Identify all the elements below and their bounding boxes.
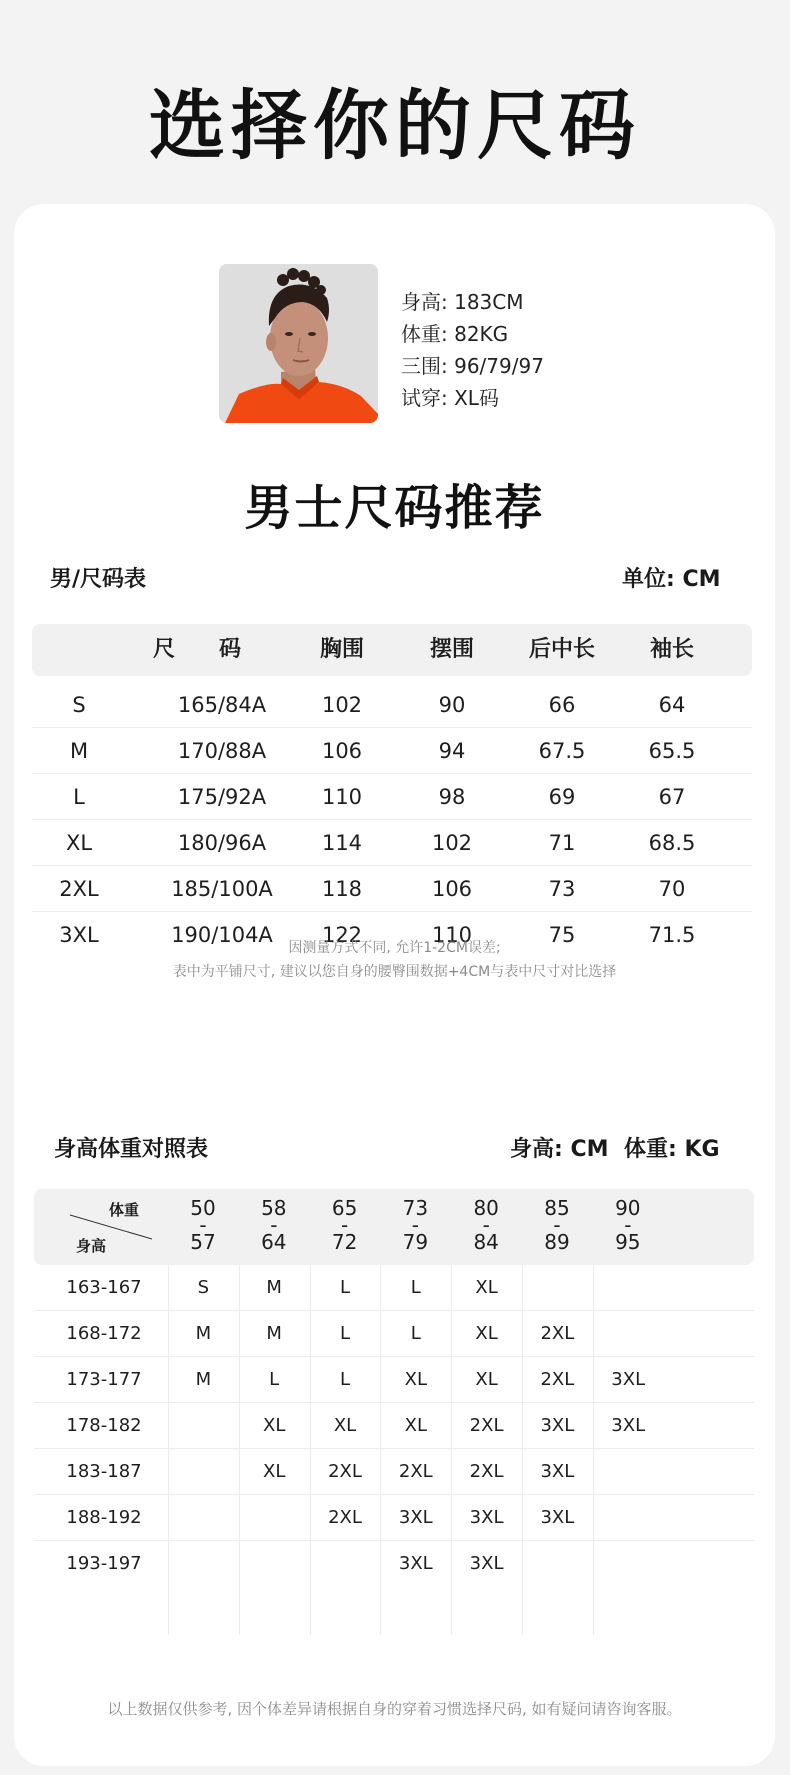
recommended-size-cell: S — [197, 1277, 210, 1298]
recommended-size-cell — [168, 1449, 239, 1495]
recommended-size-cell: 3XL — [398, 1507, 433, 1528]
size-table-cell: 68.5 — [648, 831, 696, 855]
size-table-cell: 75 — [548, 923, 576, 947]
recommended-size-cell: 3XL — [611, 1415, 646, 1436]
size-table-cell: 69 — [548, 785, 576, 809]
weight-range-to: 95 — [615, 1230, 641, 1254]
recommended-size-cell: 3XL — [469, 1507, 504, 1528]
recommended-size-cell: XL — [404, 1415, 427, 1436]
size-table-cell: L — [73, 785, 85, 809]
header-sleeve: 袖长 — [649, 637, 694, 662]
size-table-note-2: 表中为平铺尺寸, 建议以您自身的腰臀围数据+4CM与表中尺寸对比选择 — [172, 964, 617, 980]
recommended-size-cell: 2XL — [540, 1323, 575, 1344]
size-table-cell: 170/88A — [177, 739, 267, 763]
model-tried-size: 试穿: XL码 — [401, 386, 499, 410]
section-title: 男士尺码推荐 — [244, 480, 545, 536]
size-table-label: 男/尺码表 — [50, 567, 147, 592]
height-range-cell: 183-187 — [66, 1461, 142, 1482]
recommended-size-cell: 3XL — [540, 1415, 575, 1436]
size-table-cell: 67.5 — [538, 739, 586, 763]
weight-range-dash: - — [199, 1213, 207, 1237]
header-back-length: 后中长 — [528, 637, 595, 662]
size-table-cell: 190/104A — [171, 923, 273, 947]
size-table-cell: 98 — [438, 785, 466, 809]
size-table-cell: 110 — [321, 785, 363, 809]
header-chest: 胸围 — [319, 637, 364, 662]
recommended-size-cell: XL — [263, 1415, 286, 1436]
size-table-cell: S — [72, 693, 86, 717]
weight-range-header — [588, 1189, 668, 1265]
recommended-size-cell: XL — [475, 1369, 498, 1390]
size-table-cell: 64 — [658, 693, 686, 717]
height-range-cell: 163-167 — [66, 1277, 142, 1298]
recommended-size-cell: 3XL — [398, 1553, 433, 1574]
size-table-cell: 71 — [548, 831, 576, 855]
column-divider — [380, 1265, 381, 1635]
recommended-size-cell: L — [339, 1369, 350, 1390]
size-table-cell: XL — [65, 831, 93, 855]
size-table-cell: 122 — [321, 923, 363, 947]
size-table-cell: 102 — [321, 693, 363, 717]
corner-height-label: 身高 — [76, 1237, 107, 1255]
recommended-size-cell: XL — [404, 1369, 427, 1390]
weight-range-to: 79 — [402, 1230, 429, 1254]
size-table-cell: 175/92A — [177, 785, 267, 809]
height-range-cell: 193-197 — [66, 1553, 142, 1574]
weight-range-dash: - — [340, 1213, 349, 1237]
hw-table-row — [34, 1357, 754, 1403]
size-table-cell: 90 — [438, 693, 466, 717]
recommended-size-cell: 2XL — [328, 1507, 362, 1528]
model-photo — [219, 264, 378, 423]
weight-range-to: 72 — [331, 1230, 358, 1254]
recommended-size-cell: XL — [263, 1461, 286, 1482]
recommended-size-cell: M — [195, 1323, 212, 1344]
size-table-cell: 118 — [321, 877, 363, 901]
weight-range-to: 57 — [190, 1230, 216, 1254]
recommended-size-cell: 2XL — [540, 1369, 575, 1390]
recommended-size-cell — [522, 1265, 593, 1311]
recommended-size-cell: L — [339, 1277, 350, 1298]
weight-range-dash: - — [482, 1213, 490, 1237]
recommended-size-cell: 3XL — [540, 1461, 575, 1482]
size-table-cell: 65.5 — [648, 739, 696, 763]
size-table-cell: 2XL — [59, 877, 99, 901]
corner-weight-label: 体重 — [109, 1201, 140, 1219]
size-table-cell: 71.5 — [648, 923, 696, 947]
column-divider — [451, 1265, 452, 1635]
weight-range-from: 73 — [402, 1196, 429, 1220]
weight-range-to: 64 — [261, 1230, 287, 1254]
hw-table-row — [34, 1495, 754, 1541]
size-table-row — [32, 728, 752, 774]
height-range-cell: 173-177 — [66, 1369, 142, 1390]
recommended-size-cell: M — [266, 1277, 282, 1298]
recommended-size-cell: L — [269, 1369, 280, 1390]
size-guide-card — [14, 204, 775, 1766]
column-divider — [310, 1265, 311, 1635]
size-table-row — [32, 774, 752, 820]
column-divider — [168, 1265, 169, 1635]
recommended-size-cell — [310, 1541, 381, 1587]
recommended-size-cell — [593, 1311, 664, 1357]
recommended-size-cell: XL — [333, 1415, 357, 1436]
model-height: 身高: 183CM — [401, 290, 524, 314]
hw-table-row — [34, 1311, 754, 1357]
page-title: 选择你的尺码 — [149, 81, 641, 170]
recommended-size-cell: 3XL — [611, 1369, 646, 1390]
size-table-cell: 73 — [548, 877, 576, 901]
weight-range-to: 89 — [544, 1230, 570, 1254]
hw-table-unit-height: 身高: CM — [510, 1137, 609, 1162]
recommended-size-cell: 2XL — [398, 1461, 433, 1482]
weight-range-to: 84 — [473, 1230, 499, 1254]
recommended-size-cell — [239, 1541, 310, 1587]
weight-range-from: 50 — [190, 1196, 216, 1220]
recommended-size-cell: 2XL — [469, 1415, 504, 1436]
size-table-cell: M — [69, 739, 89, 763]
hw-table-row — [34, 1265, 754, 1311]
size-table-cell: 185/100A — [171, 877, 273, 901]
weight-range-header — [446, 1189, 526, 1265]
weight-range-dash: - — [270, 1213, 278, 1237]
weight-range-header — [234, 1189, 314, 1265]
weight-range-dash: - — [411, 1213, 419, 1237]
weight-range-header — [305, 1189, 385, 1265]
recommended-size-cell — [168, 1403, 239, 1449]
size-table-row — [32, 820, 752, 866]
height-range-cell: 168-172 — [66, 1323, 142, 1344]
weight-range-from: 58 — [261, 1196, 287, 1220]
recommended-size-cell: 2XL — [328, 1461, 362, 1482]
footer-note: 以上数据仅供参考, 因个体差异请根据自身的穿着习惯选择尺码, 如有疑问请咨询客服。 — [107, 1700, 682, 1718]
weight-range-from: 85 — [544, 1196, 570, 1220]
height-range-cell: 188-192 — [66, 1507, 142, 1528]
weight-range-from: 65 — [331, 1196, 358, 1220]
recommended-size-cell: L — [410, 1277, 421, 1298]
model-info — [401, 286, 544, 414]
size-table-cell: 165/84A — [177, 693, 267, 717]
recommended-size-cell — [593, 1541, 664, 1587]
size-table-cell: 180/96A — [177, 831, 267, 855]
recommended-size-cell: M — [195, 1369, 212, 1390]
weight-range-from: 80 — [473, 1196, 499, 1220]
recommended-size-cell: 3XL — [540, 1507, 575, 1528]
size-table-cell: 106 — [321, 739, 363, 763]
weight-range-header — [163, 1189, 243, 1265]
hw-table-label: 身高体重对照表 — [54, 1137, 209, 1162]
recommended-size-cell — [168, 1495, 239, 1541]
height-range-cell: 178-182 — [66, 1415, 142, 1436]
recommended-size-cell — [593, 1449, 664, 1495]
header-hem: 摆围 — [429, 637, 474, 662]
hw-table-unit-weight: 体重: KG — [624, 1137, 720, 1162]
size-table-cell: 102 — [431, 831, 473, 855]
recommended-size-cell: 3XL — [469, 1553, 504, 1574]
size-table-cell: 106 — [431, 877, 473, 901]
recommended-size-cell: L — [339, 1323, 350, 1344]
column-divider — [239, 1265, 240, 1635]
column-divider — [522, 1265, 523, 1635]
weight-range-from: 90 — [615, 1196, 641, 1220]
weight-range-header — [375, 1189, 455, 1265]
model-weight: 体重: 82KG — [401, 322, 509, 346]
size-table-unit: 单位: CM — [622, 567, 721, 592]
size-table-cell: 114 — [321, 831, 363, 855]
recommended-size-cell: XL — [475, 1323, 498, 1344]
hw-table-row — [34, 1541, 754, 1587]
recommended-size-cell: XL — [475, 1277, 498, 1298]
size-table-note-1: 因测量方式不同, 允许1-2CM误差; — [288, 940, 501, 956]
column-divider — [593, 1265, 594, 1635]
size-table-cell: 94 — [438, 739, 466, 763]
recommended-size-cell — [522, 1541, 593, 1587]
model-portrait-image — [219, 264, 378, 423]
hw-table-row — [34, 1449, 754, 1495]
weight-range-header — [517, 1189, 597, 1265]
recommended-size-cell: L — [410, 1323, 421, 1344]
recommended-size-cell — [593, 1495, 664, 1541]
hw-table-row — [34, 1403, 754, 1449]
size-table-cell: 110 — [431, 923, 473, 947]
recommended-size-cell — [239, 1495, 310, 1541]
recommended-size-cell — [593, 1265, 664, 1311]
recommended-size-cell — [168, 1541, 239, 1587]
model-measurements: 三围: 96/79/97 — [401, 354, 544, 378]
size-table-cell: 70 — [658, 877, 686, 901]
size-table-row — [32, 682, 752, 728]
size-table-cell: 67 — [658, 785, 686, 809]
size-table-row — [32, 866, 752, 912]
recommended-size-cell: M — [266, 1323, 282, 1344]
weight-range-dash: - — [624, 1213, 632, 1237]
weight-range-dash: - — [553, 1213, 561, 1237]
recommended-size-cell: 2XL — [469, 1461, 504, 1482]
size-table-cell: 66 — [548, 693, 576, 717]
header-size: 尺 码 — [152, 637, 241, 662]
size-table-cell: 3XL — [59, 923, 99, 947]
